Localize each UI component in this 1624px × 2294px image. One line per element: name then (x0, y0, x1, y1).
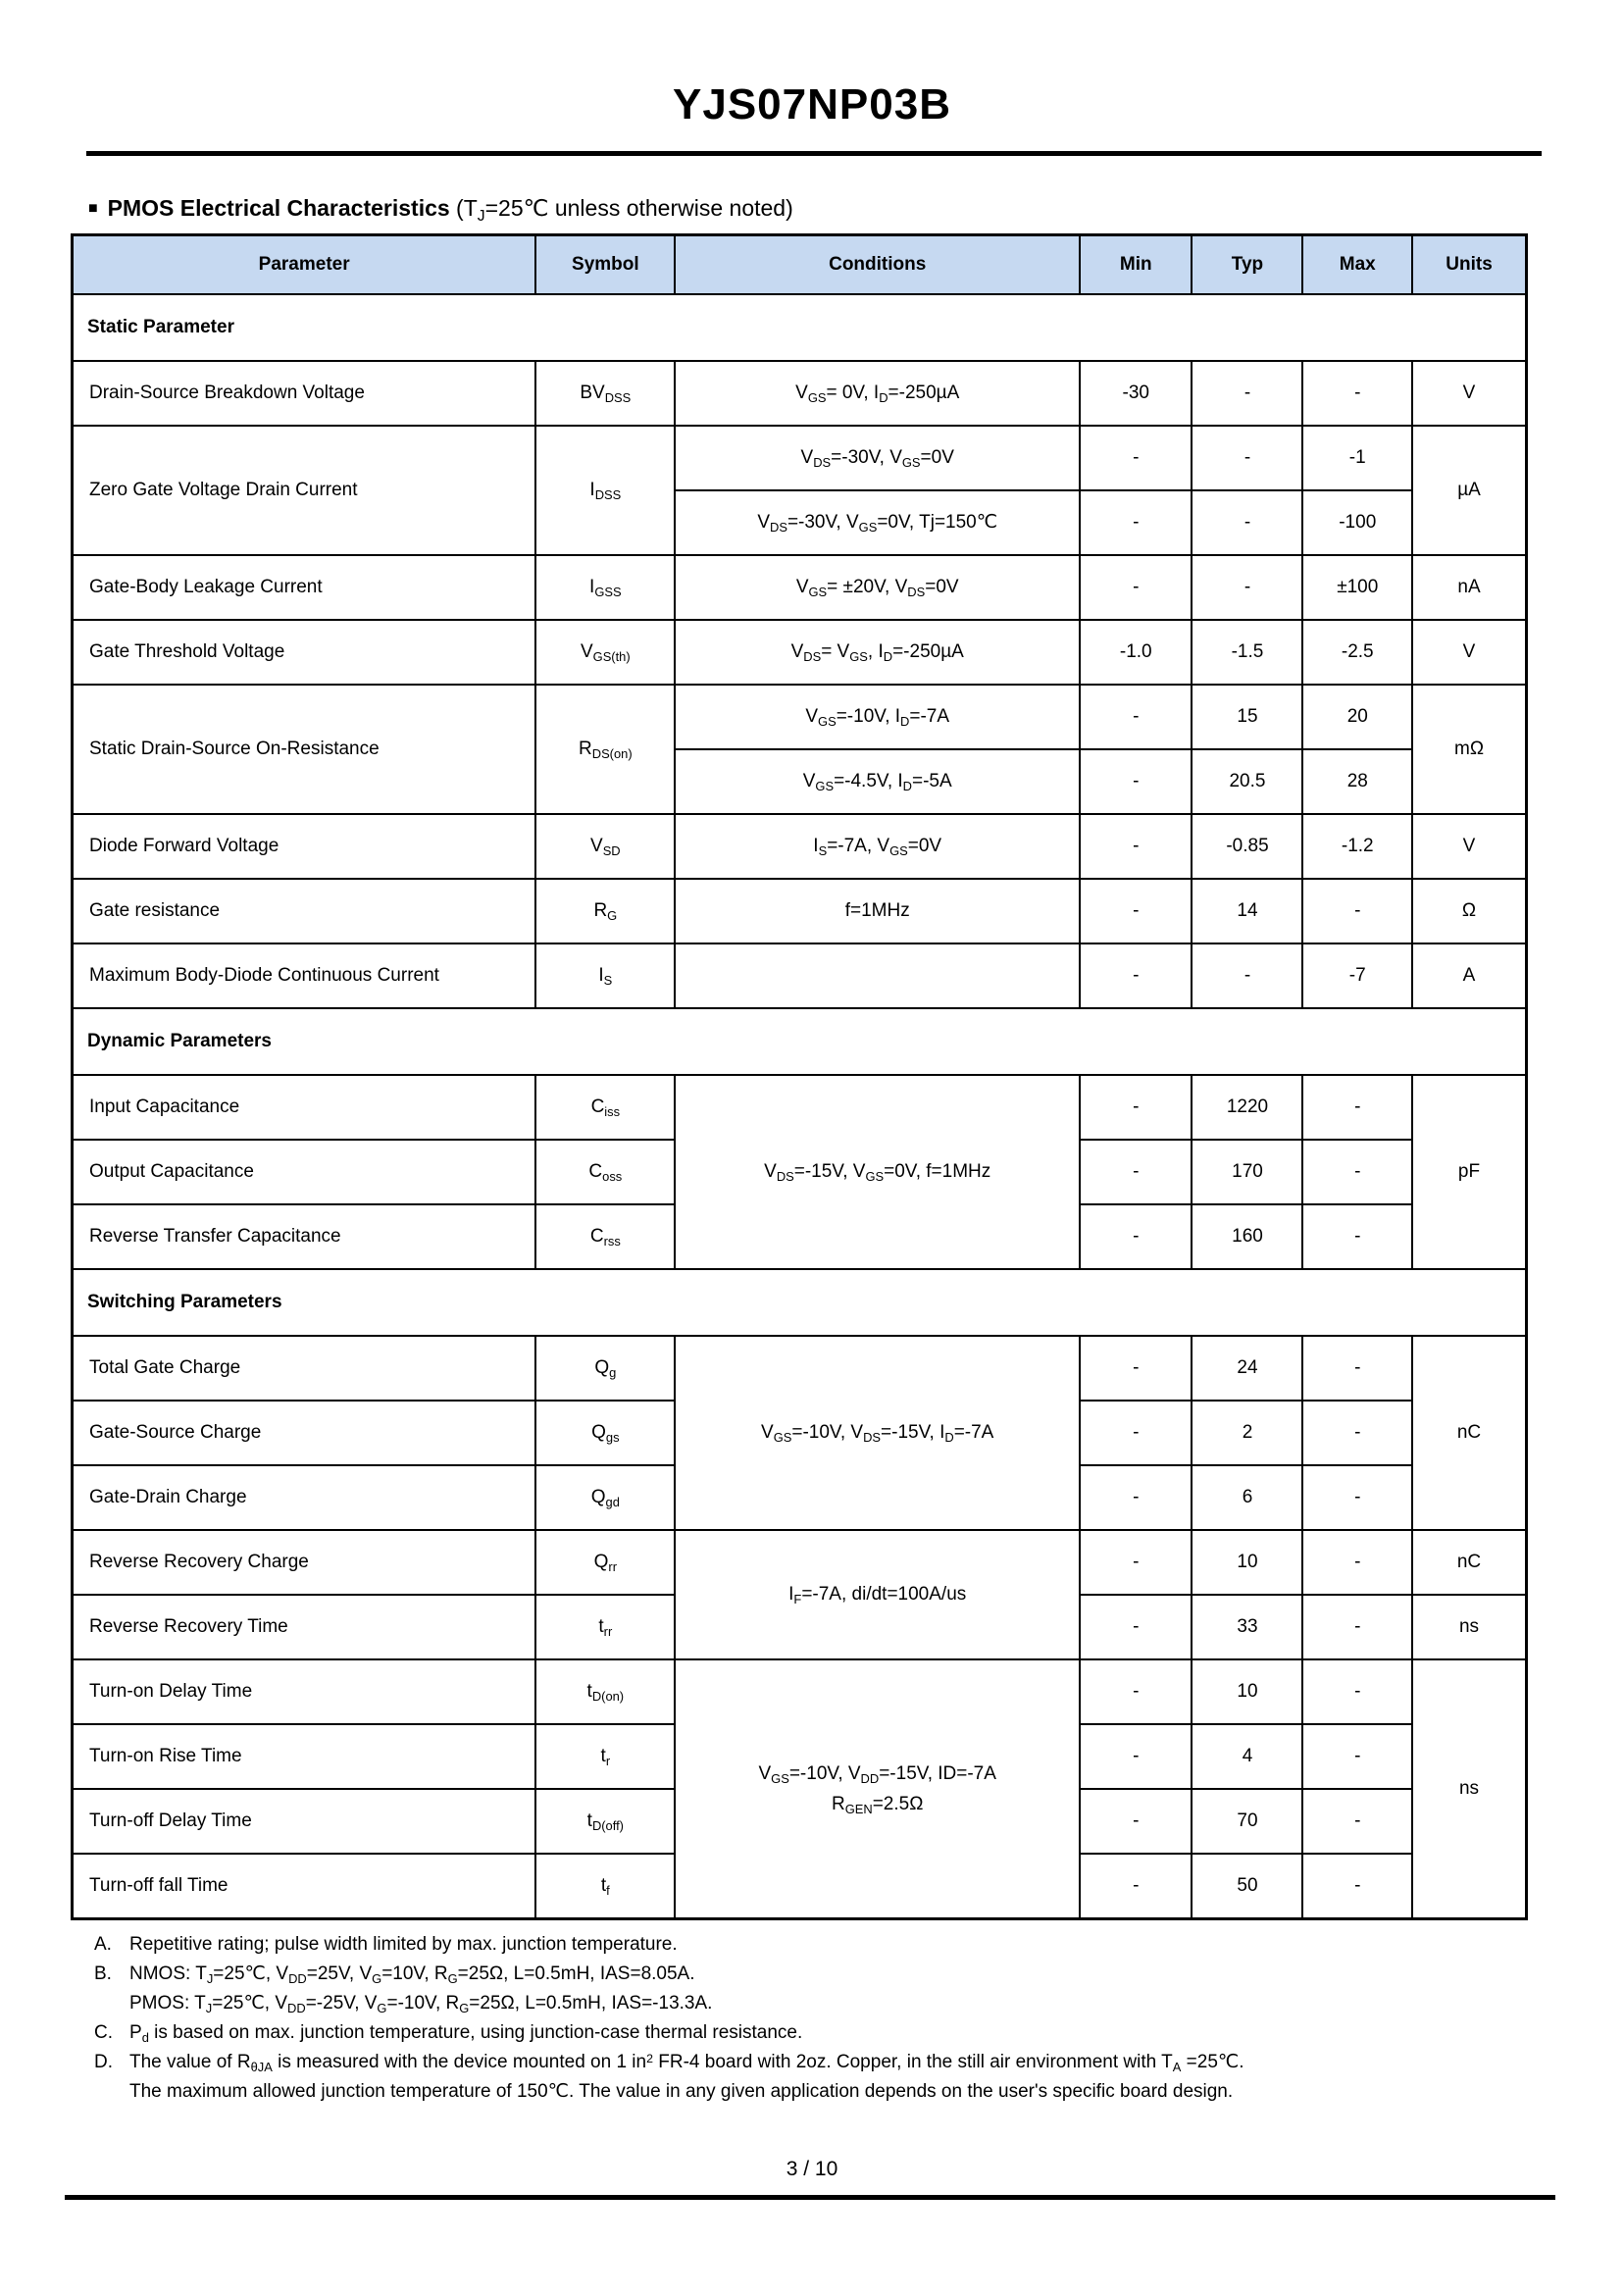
value-cell: 20.5 (1192, 749, 1302, 814)
table-row (73, 426, 1527, 490)
value-cell: 2 (1192, 1401, 1302, 1465)
value-cell: -100 (1302, 490, 1412, 555)
value-cell: - (1192, 361, 1302, 426)
footnote-line (94, 2018, 1624, 2048)
value-cell: $Q_{gs}$ (535, 1401, 675, 1465)
footnote-label: B. (94, 1963, 112, 1984)
value-cell: $I_S$ (535, 943, 675, 1008)
value-cell: $C_{iss}$ (535, 1075, 675, 1140)
value-cell: - (1080, 1724, 1192, 1789)
value-cell: 24 (1192, 1336, 1302, 1401)
table-row (73, 361, 1527, 426)
value-cell: 33 (1192, 1595, 1302, 1659)
value-cell: $V_{DS}=-30V$, $V_{GS}=0V$ (675, 426, 1080, 490)
parameter-cell: Output Capacitance (73, 1140, 536, 1204)
value-cell: nA (1412, 555, 1526, 620)
value-cell: 10 (1192, 1659, 1302, 1724)
value-cell: µA (1412, 426, 1526, 555)
section-heading-subtitle: ($T_J=25℃$ unless otherwise noted) (449, 195, 793, 225)
parameter-cell: Turn-on Delay Time (73, 1659, 536, 1724)
parameter-cell: Static Drain-Source On-Resistance (73, 685, 536, 814)
footnote-text: The maximum allowed junction temperature of 150℃. The value in any given application depends on the user's specific board design. (129, 2081, 1234, 2102)
value-cell: $t_{rr}$ (535, 1595, 675, 1659)
value-cell: - (1080, 490, 1192, 555)
value-cell: $t_{D(off)}$ (535, 1789, 675, 1854)
value-cell: pF (1412, 1075, 1526, 1269)
value-cell: - (1302, 879, 1412, 943)
table-row (73, 620, 1527, 685)
value-cell: 70 (1192, 1789, 1302, 1854)
footer-rule (65, 2195, 1555, 2200)
value-cell: nC (1412, 1530, 1526, 1595)
value-cell: $Q_{rr}$ (535, 1530, 675, 1595)
value-cell: $V_{DS}=-15V$, $V_{GS}=0V$, f=1MHz (675, 1075, 1080, 1269)
value-cell: - (1302, 1724, 1412, 1789)
value-cell: - (1080, 1140, 1192, 1204)
value-cell: 6 (1192, 1465, 1302, 1530)
parameter-cell: Gate Threshold Voltage (73, 620, 536, 685)
value-cell: $C_{rss}$ (535, 1204, 675, 1269)
value-cell: 170 (1192, 1140, 1302, 1204)
table-row (73, 879, 1527, 943)
value-cell: mΩ (1412, 685, 1526, 814)
column-header-typ: Typ (1192, 235, 1302, 295)
value-cell: $t_f$ (535, 1854, 675, 1919)
value-cell: $V_{GS}=-10V$, $V_{DS}=-15V$, $I_D=-7A$ (675, 1336, 1080, 1530)
value-cell: - (1302, 1659, 1412, 1724)
value-cell: - (1192, 555, 1302, 620)
section-row (73, 1269, 1527, 1336)
parameter-cell: Reverse Transfer Capacitance (73, 1204, 536, 1269)
column-header-parameter: Parameter (73, 235, 536, 295)
table-header-row (73, 235, 1527, 295)
parameter-cell: Gate resistance (73, 879, 536, 943)
footnote-line (94, 1930, 1624, 1960)
value-cell: - (1080, 1075, 1192, 1140)
value-cell: 20 (1302, 685, 1412, 749)
value-cell: $Q_g$ (535, 1336, 675, 1401)
value-cell: $R_{DS(on)}$ (535, 685, 675, 814)
value-cell: $t_{D(on)}$ (535, 1659, 675, 1724)
value-cell: $V_{DS}= V_{GS}$, $I_D=-250\mu A$ (675, 620, 1080, 685)
parameter-cell: Diode Forward Voltage (73, 814, 536, 879)
value-cell: - (1302, 1530, 1412, 1595)
title-rule (86, 151, 1542, 156)
parameter-cell: Maximum Body-Diode Continuous Current (73, 943, 536, 1008)
section-label: Static Parameter (73, 294, 1527, 361)
footnote-label (94, 1989, 129, 2018)
parameter-cell: Drain-Source Breakdown Voltage (73, 361, 536, 426)
footnote-text: $P_d$ is based on max. junction temperature, using junction-case thermal resistance. (129, 2022, 803, 2045)
value-cell: - (1302, 1336, 1412, 1401)
footnote-label (94, 2077, 129, 2107)
parameter-cell: Gate-Drain Charge (73, 1465, 536, 1530)
value-cell: $V_{GS}=-4.5V$, $I_D=-5A$ (675, 749, 1080, 814)
footnote-label: A. (94, 1934, 112, 1955)
value-cell: ns (1412, 1595, 1526, 1659)
page-number: 3 / 10 (786, 2158, 838, 2180)
value-cell: - (1192, 490, 1302, 555)
parameter-cell: Input Capacitance (73, 1075, 536, 1140)
parameter-cell: Gate-Source Charge (73, 1401, 536, 1465)
section-row (73, 294, 1527, 361)
footnote-text: NMOS: $T_J=25℃$, $V_{DD}=25V$, $V_G=10V$, $R_G=25\Omega$, L=0.5mH, IAS=8.05A. (129, 1963, 695, 1986)
table-body (73, 294, 1527, 1919)
value-cell: -7 (1302, 943, 1412, 1008)
value-cell: - (1080, 685, 1192, 749)
value-cell: - (1302, 1140, 1412, 1204)
value-cell: ±100 (1302, 555, 1412, 620)
value-cell: nC (1412, 1336, 1526, 1530)
section-label: Switching Parameters (73, 1269, 1527, 1336)
parameter-cell: Zero Gate Voltage Drain Current (73, 426, 536, 555)
value-cell: - (1080, 1336, 1192, 1401)
table-row (73, 814, 1527, 879)
value-cell: - (1080, 879, 1192, 943)
value-cell: - (1302, 1075, 1412, 1140)
footnote-text: Repetitive rating; pulse width limited by max. junction temperature. (129, 1934, 678, 1955)
value-cell: -1.5 (1192, 620, 1302, 685)
value-cell: Ω (1412, 879, 1526, 943)
value-cell: $V_{GS}=-10V$, $I_D=-7A$ (675, 685, 1080, 749)
value-cell: A (1412, 943, 1526, 1008)
parameter-cell: Turn-off fall Time (73, 1854, 536, 1919)
value-cell: -0.85 (1192, 814, 1302, 879)
value-cell: - (1080, 749, 1192, 814)
value-cell: -1 (1302, 426, 1412, 490)
value-cell: -2.5 (1302, 620, 1412, 685)
value-cell: -1.2 (1302, 814, 1412, 879)
footnote-text: The value of $R_{\theta JA}$ is measured with the device mounted on 1 $in^2$ FR-4 board with 2oz. Copper, in the still air environment with $T_A$ =25℃. (129, 2052, 1244, 2074)
value-cell: $BV_{DSS}$ (535, 361, 675, 426)
value-cell: V (1412, 620, 1526, 685)
value-cell: 4 (1192, 1724, 1302, 1789)
electrical-characteristics-table (71, 233, 1528, 1920)
column-header-units: Units (1412, 235, 1526, 295)
footnote-label: D. (94, 2052, 113, 2072)
parameter-cell: Gate-Body Leakage Current (73, 555, 536, 620)
value-cell: - (1080, 1465, 1192, 1530)
table-row (73, 1336, 1527, 1401)
value-cell: 160 (1192, 1204, 1302, 1269)
table-row (73, 943, 1527, 1008)
value-cell: - (1080, 1789, 1192, 1854)
table-head (73, 235, 1527, 295)
value-cell: $I_{DSS}$ (535, 426, 675, 555)
value-cell: V (1412, 814, 1526, 879)
table-row (73, 685, 1527, 749)
table-row (73, 1530, 1527, 1595)
value-cell: - (1080, 555, 1192, 620)
value-cell: $V_{SD}$ (535, 814, 675, 879)
value-cell: - (1302, 1401, 1412, 1465)
value-cell: ns (1412, 1659, 1526, 1919)
value-cell: -30 (1080, 361, 1192, 426)
table-row (73, 555, 1527, 620)
value-cell: - (1080, 943, 1192, 1008)
footnote-line (94, 2077, 1624, 2107)
value-cell: - (1080, 814, 1192, 879)
footnote-label: C. (94, 2022, 113, 2043)
footnote-line (94, 1960, 1624, 1989)
parameter-cell: Total Gate Charge (73, 1336, 536, 1401)
value-cell: $V_{DS}=-30V$, $V_{GS}=0V$, Tj=150℃ (675, 490, 1080, 555)
value-cell: 10 (1192, 1530, 1302, 1595)
value-cell: $I_F=-7A$, di/dt=100A/us (675, 1530, 1080, 1659)
section-label: Dynamic Parameters (73, 1008, 1527, 1075)
section-row (73, 1008, 1527, 1075)
footnote-text: PMOS: $T_J=25℃$, $V_{DD}=-25V$, $V_G=-10V$, $R_G=25\Omega$, L=0.5mH, IAS=-13.3A. (129, 1993, 713, 2015)
value-cell: 28 (1302, 749, 1412, 814)
parameter-cell: Turn-off Delay Time (73, 1789, 536, 1854)
value-cell: - (1302, 1204, 1412, 1269)
value-cell: - (1080, 1204, 1192, 1269)
value-cell: $Q_{gd}$ (535, 1465, 675, 1530)
value-cell: $V_{GS}= \pm 20V$, $V_{DS}=0V$ (675, 555, 1080, 620)
value-cell: - (1302, 1854, 1412, 1919)
value-cell: 1220 (1192, 1075, 1302, 1140)
value-cell: 15 (1192, 685, 1302, 749)
value-cell: f=1MHz (675, 879, 1080, 943)
value-cell: $C_{oss}$ (535, 1140, 675, 1204)
value-cell: - (1080, 1659, 1192, 1724)
value-cell: $V_{GS}=-10V$, $V_{DD}=-15V$, ID=-7A $R_{GEN}=2.5\Omega$ (675, 1659, 1080, 1919)
value-cell: - (1302, 1789, 1412, 1854)
column-header-max: Max (1302, 235, 1412, 295)
parameter-cell: Reverse Recovery Charge (73, 1530, 536, 1595)
section-heading-title: PMOS Electrical Characteristics (107, 195, 450, 221)
value-cell: 50 (1192, 1854, 1302, 1919)
table-row (73, 1075, 1527, 1140)
value-cell: - (1192, 426, 1302, 490)
value-cell: $R_G$ (535, 879, 675, 943)
column-header-min: Min (1080, 235, 1192, 295)
value-cell: -1.0 (1080, 620, 1192, 685)
value-cell (675, 943, 1080, 1008)
value-cell: - (1080, 1595, 1192, 1659)
column-header-symbol: Symbol (535, 235, 675, 295)
value-cell: - (1192, 943, 1302, 1008)
value-cell: - (1302, 1595, 1412, 1659)
value-cell: - (1080, 1401, 1192, 1465)
parameter-cell: Reverse Recovery Time (73, 1595, 536, 1659)
section-heading (88, 195, 1624, 225)
value-cell: $I_{GSS}$ (535, 555, 675, 620)
value-cell: - (1302, 361, 1412, 426)
column-header-conditions: Conditions (675, 235, 1080, 295)
value-cell: - (1080, 1530, 1192, 1595)
value-cell: $I_S=-7A$, $V_{GS}=0V$ (675, 814, 1080, 879)
value-cell: - (1080, 426, 1192, 490)
page-title: YJS07NP03B (673, 80, 951, 128)
value-cell: V (1412, 361, 1526, 426)
section-bullet-icon: ■ (88, 200, 98, 217)
value-cell: - (1302, 1465, 1412, 1530)
table-row (73, 1659, 1527, 1724)
parameter-cell: Turn-on Rise Time (73, 1724, 536, 1789)
value-cell: $V_{GS}= 0V$, $I_D=-250\mu A$ (675, 361, 1080, 426)
footnotes (94, 1930, 1624, 2107)
footnote-line (94, 1989, 1624, 2018)
value-cell: - (1080, 1854, 1192, 1919)
value-cell: 14 (1192, 879, 1302, 943)
value-cell: $t_r$ (535, 1724, 675, 1789)
footnote-line (94, 2048, 1624, 2077)
value-cell: $V_{GS(th)}$ (535, 620, 675, 685)
